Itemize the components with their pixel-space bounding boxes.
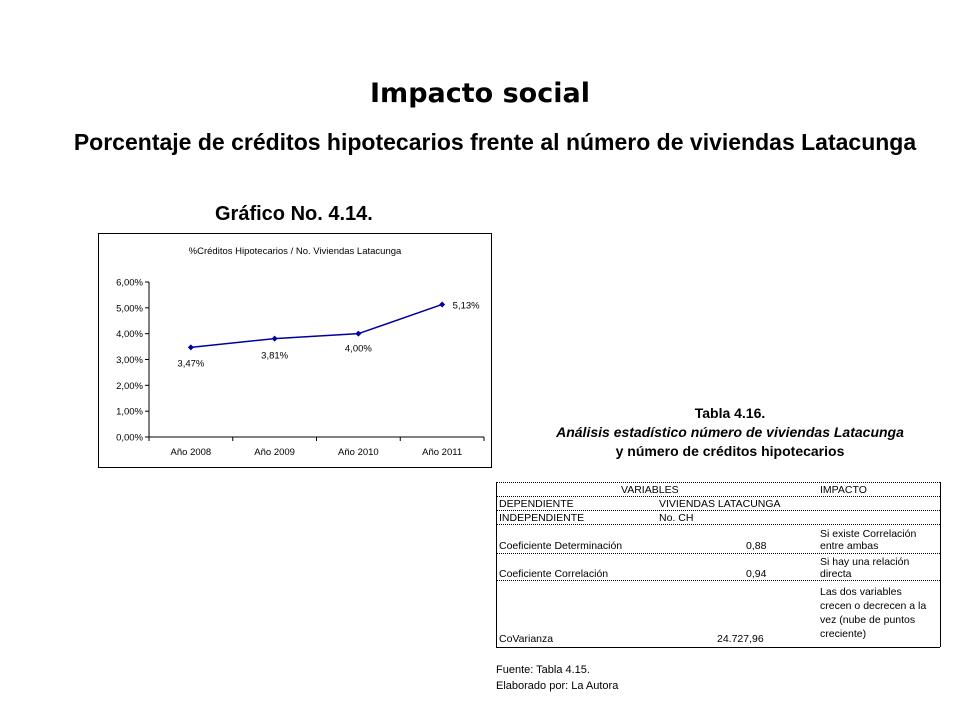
y-tick-label: 0,00%	[116, 432, 143, 444]
row-impacto: Las dos variables crecen o decrecen a la vez (nube de puntos creciente)	[820, 586, 927, 640]
row-label: Coeficiente Correlación	[499, 568, 609, 580]
row-label: CoVarianza	[499, 633, 554, 645]
data-label: 3,47%	[177, 358, 205, 370]
table-border-right	[940, 482, 941, 647]
table-header-row	[496, 482, 940, 496]
table-row	[496, 510, 940, 524]
table-caption-number: Tabla 4.16.	[694, 405, 766, 421]
row-impacto: Si hay una relación directa	[820, 556, 910, 580]
author-note: Elaborado por: La Autora	[496, 680, 619, 692]
chart-title: %Créditos Hipotecarios / No. Viviendas Latacunga	[188, 246, 402, 257]
table-caption-title-cont: y número de créditos hipotecarios	[615, 443, 845, 459]
row-value: 0,88	[746, 540, 767, 552]
stats-table	[496, 482, 940, 646]
data-label: 5,13%	[452, 300, 480, 312]
data-point	[188, 344, 194, 350]
row-impacto: Si existe Correlación entre ambas	[820, 528, 917, 552]
y-tick-label: 4,00%	[116, 329, 143, 341]
table-row	[496, 553, 940, 580]
table-row	[496, 580, 940, 648]
dependiente-label: DEPENDIENTE	[499, 498, 574, 510]
data-point	[355, 331, 361, 337]
line-chart	[98, 233, 492, 468]
table-caption-title: Análisis estadístico número de viviendas Latacunga	[556, 424, 904, 440]
header-variables: VARIABLES	[621, 484, 679, 496]
y-tick-label: 2,00%	[116, 380, 143, 392]
y-tick-label: 6,00%	[116, 277, 143, 289]
independiente-value: No. CH	[659, 512, 694, 524]
data-point	[272, 336, 278, 342]
figure-label: Gráfico No. 4.14.	[215, 203, 373, 225]
table-row	[496, 524, 940, 552]
row-value: 24.727,96	[717, 633, 764, 645]
series-line	[191, 304, 442, 347]
table-caption	[520, 404, 940, 461]
table-notes	[496, 662, 618, 694]
data-label: 3,81%	[261, 350, 289, 362]
row-value: 0,94	[746, 568, 767, 580]
data-label: 4,00%	[344, 343, 372, 355]
x-tick-label: Año 2008	[170, 447, 212, 458]
chart-svg	[99, 234, 491, 467]
x-tick-label: Año 2011	[422, 447, 463, 458]
x-tick-label: Año 2010	[338, 447, 379, 458]
y-tick-label: 3,00%	[116, 355, 143, 366]
header-impacto: IMPACTO	[820, 484, 867, 496]
dependiente-value: VIVIENDAS LATACUNGA	[659, 498, 781, 510]
x-tick-label: Año 2009	[254, 447, 295, 458]
table-row	[496, 496, 940, 510]
page-subtitle: Porcentaje de créditos hipotecarios frente al número de viviendas Latacunga	[73, 129, 917, 155]
y-tick-label: 1,00%	[116, 406, 143, 418]
data-point	[439, 301, 445, 307]
page-title: Impacto social	[370, 78, 590, 109]
source-note: Fuente: Tabla 4.15.	[496, 664, 590, 676]
table-border-left	[496, 482, 497, 647]
independiente-label: INDEPENDIENTE	[499, 512, 585, 524]
y-tick-label: 5,00%	[116, 303, 143, 315]
row-label: Coeficiente Determinación	[499, 540, 623, 552]
